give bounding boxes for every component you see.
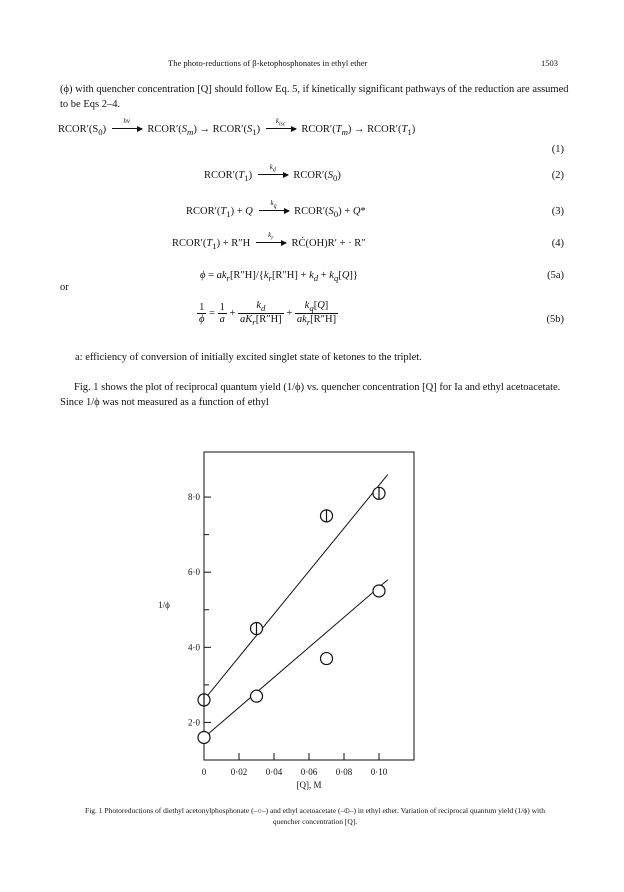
x-tick-label: 0·04: [265, 767, 283, 777]
body-paragraph: Fig. 1 shows the plot of reciprocal quantum yield (1/ϕ) vs. quencher concentration [Q] for Ia and ethyl acetoacetate. Since 1/ϕ was not measured as a function of ethyl: [60, 382, 561, 408]
fit-line-1: [204, 580, 388, 738]
y-tick-label: 2·0: [188, 717, 200, 728]
equation-2: $RCOR'(T_1)$ $k_d$ $RCOR'(S_0)$: [204, 163, 341, 184]
chart-plot-area: [158, 452, 414, 790]
equation-5b: $\frac{1}{\phi}$ = $\frac{1}{a}$ + $\frac{k_d}{aK_r[R''H]}$ + $\frac{k_q[Q]}{ak_r[R''H]}$: [199, 300, 337, 328]
y-axis-label: 1/ϕ: [158, 600, 170, 610]
equation-5a-number: (5a): [547, 270, 564, 281]
y-tick-label: 4·0: [188, 642, 200, 653]
x-axis-label: [Q], M: [296, 780, 322, 790]
running-title: The photo-reductions of β-ketophosphonates in ethyl ether: [168, 58, 368, 68]
equation-3: $RCOR'(T_1) + Q$ $k_q$ $RCOR'(S_0) + Q*$: [186, 199, 366, 220]
equation-4: $RCOR'(T_1) + R''H$ $k_r$ RĊ(OH)R′ + · R″: [172, 231, 366, 252]
open-circle-point: [321, 653, 333, 665]
equation-3-number: (3): [551, 206, 564, 217]
equation-4-number: (4): [551, 238, 564, 249]
y-tick-label: 8·0: [188, 492, 200, 503]
equation-5b-number: (5b): [546, 314, 564, 325]
open-circle-point: [373, 585, 385, 597]
fit-line-2: [204, 475, 388, 700]
equation-2-number: (2): [551, 170, 564, 181]
or-connector: or: [60, 282, 69, 293]
open-circle-point: [198, 731, 210, 743]
page-number: 1503: [541, 58, 558, 68]
x-tick-label: 0·08: [335, 767, 353, 777]
x-tick-label: 0·06: [300, 767, 318, 777]
intro-paragraph: (ϕ) with quencher concentration [Q] should follow Eq. 5, if kinetically significant pathways of the reduction are assumed to be Eqs 2–4.: [60, 84, 569, 110]
x-tick-label: 0: [201, 767, 207, 777]
equation-1: $RCOR'(S_0)$ hν $RCOR'(S_m)$ → $RCOR'(S_1)$ $k_{isc}$ $RCOR'(T_m)$ → $RCOR'(T_1)$: [58, 117, 416, 138]
figure-caption: Fig. 1 Photoreductions of diethyl acetonylphosphonate (–○–) and ethyl acetoacetate (–⦶–) in ethyl ether. Variation of reciprocal quantum yield (1/ϕ) with quencher concentration [Q].: [85, 806, 545, 826]
x-tick-label: 0·02: [230, 767, 248, 777]
open-circle-point: [251, 690, 263, 702]
equation-5a: $\phi = ak_r[R''H]/\{k_r[R''H] + k_d + k_q[Q]\}$: [200, 270, 358, 284]
equation-1-number: (1): [551, 144, 564, 155]
definition-a: a: efficiency of conversion of initially excited singlet state of ketones to the triplet.: [75, 352, 422, 363]
x-tick-label: 0·10: [370, 767, 388, 777]
y-tick-label: 6·0: [188, 567, 200, 578]
